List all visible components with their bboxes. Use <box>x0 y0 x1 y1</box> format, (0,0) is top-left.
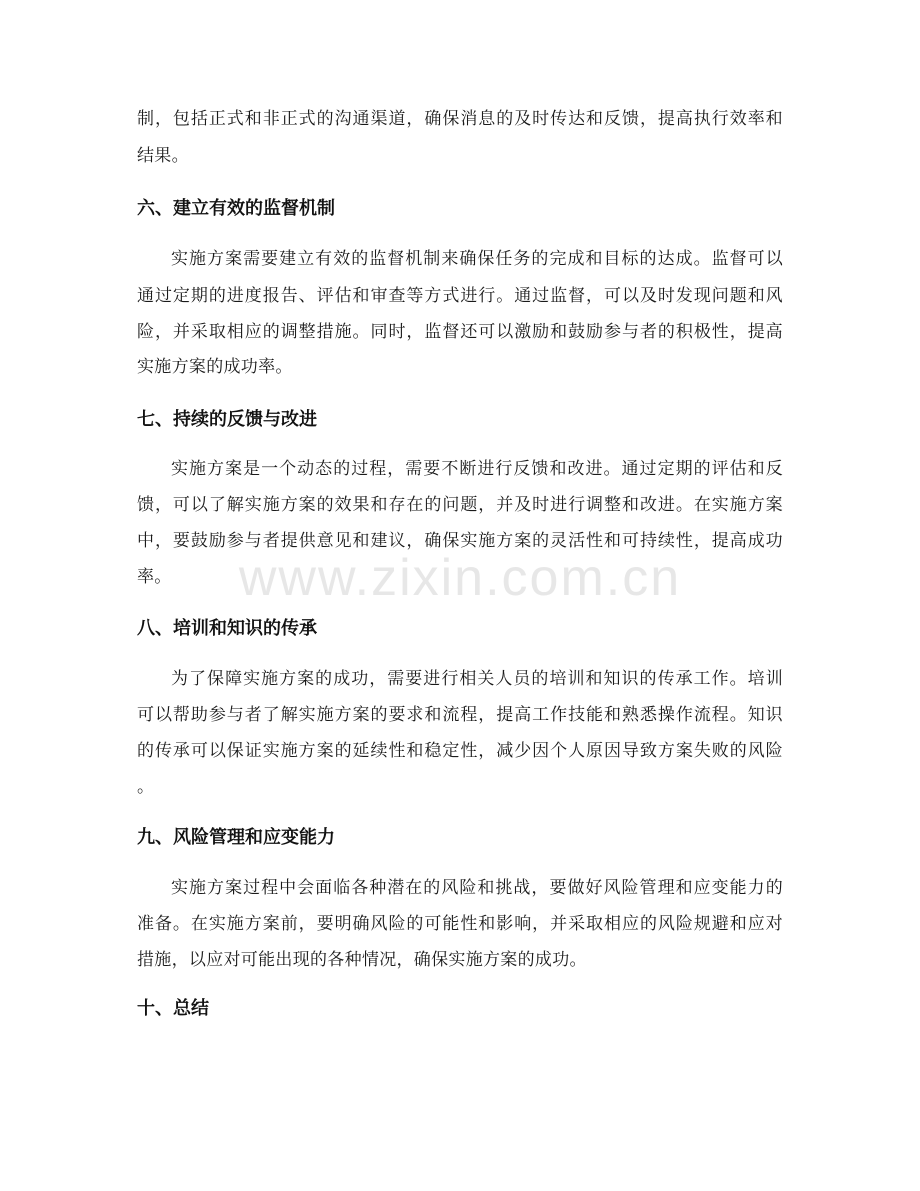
paragraph-line: 通过定期的进度报告、评估和审查等方式进行。通过监督，可以及时发现问题和风 <box>137 286 783 306</box>
paragraph-line: 措施，以应对可能出现的各种情况，确保实施方案的成功。 <box>137 950 587 970</box>
section-heading: 七、持续的反馈与改进 <box>137 409 317 430</box>
paragraph-line: 的传承可以保证实施方案的延续性和稳定性，减少因个人原因导致方案失败的风险 <box>137 741 783 761</box>
section-heading: 九、风险管理和应变能力 <box>137 827 335 848</box>
paragraph-line: 实施方案是一个动态的过程，需要不断进行反馈和改进。通过定期的评估和反 <box>171 459 783 479</box>
watermark: www.zixin.com.cn <box>238 549 682 607</box>
paragraph-line: 馈，可以了解实施方案的效果和存在的问题，并及时进行调整和改进。在实施方案 <box>137 495 783 515</box>
paragraph-line: 制，包括正式和非正式的沟通渠道，确保消息的及时传达和反馈，提高执行效率和 <box>137 109 783 129</box>
section-heading: 八、培训和知识的传承 <box>137 618 317 639</box>
paragraph-line: 结果。 <box>137 146 189 166</box>
paragraph-line: 为了保障实施方案的成功，需要进行相关人员的培训和知识的传承工作。培训 <box>171 669 783 689</box>
paragraph-line: 实施方案过程中会面临各种潜在的风险和挑战，要做好风险管理和应变能力的 <box>171 878 783 898</box>
section-heading: 六、建立有效的监督机制 <box>137 198 335 219</box>
paragraph-line: 准备。在实施方案前，要明确风险的可能性和影响，并采取相应的风险规避和应对 <box>137 914 783 934</box>
paragraph-line: 。 <box>137 777 155 797</box>
paragraph-line: 中，要鼓励参与者提供意见和建议，确保实施方案的灵活性和可持续性，提高成功 <box>137 531 783 551</box>
paragraph-line: 实施方案需要建立有效的监督机制来确保任务的完成和目标的达成。监督可以 <box>171 249 783 269</box>
paragraph-line: 可以帮助参与者了解实施方案的要求和流程，提高工作技能和熟悉操作流程。知识 <box>137 705 783 725</box>
paragraph-line: 实施方案的成功率。 <box>137 357 293 377</box>
section-heading: 十、总结 <box>137 998 209 1019</box>
paragraph-line: 率。 <box>137 567 172 587</box>
paragraph-line: 险，并采取相应的调整措施。同时，监督还可以激励和鼓励参与者的积极性，提高 <box>137 322 783 342</box>
